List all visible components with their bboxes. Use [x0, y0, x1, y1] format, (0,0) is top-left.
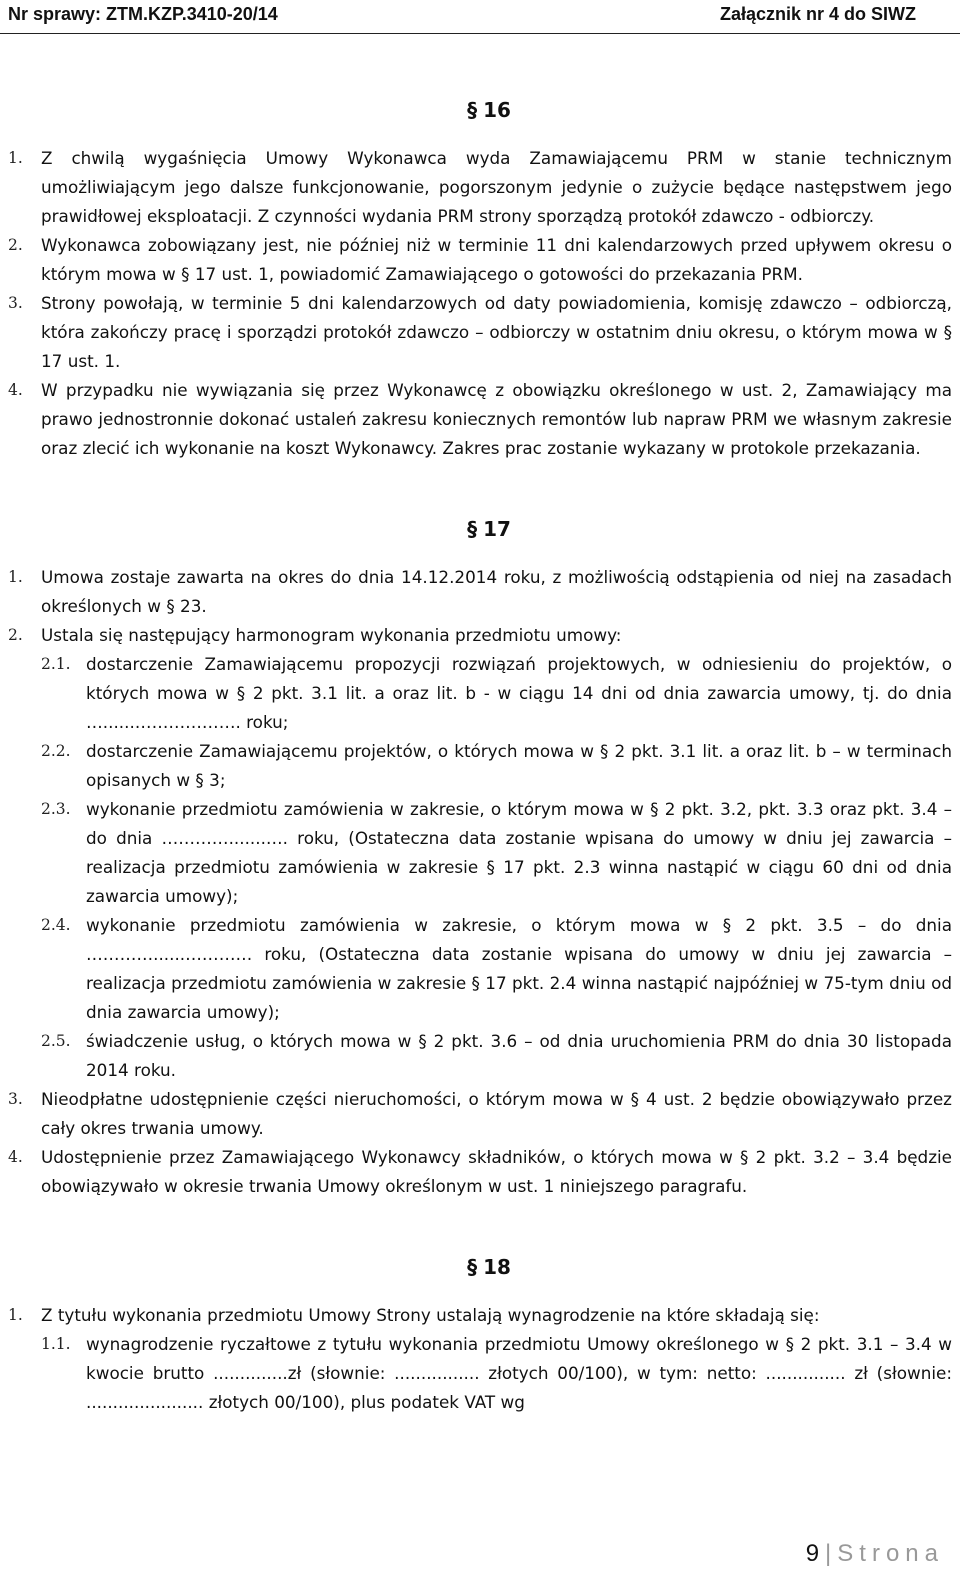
section-title — [26, 1249, 952, 1285]
title-spacer — [8, 1285, 952, 1301]
paragraph — [8, 1143, 952, 1201]
title-spacer — [8, 128, 952, 144]
section-symbol: § — [467, 1255, 478, 1279]
paragraph-number: 2.4. — [41, 916, 71, 934]
paragraph-number: 4. — [8, 381, 23, 399]
paragraph-text: Wykonawca zobowiązany jest, nie później niż w terminie 11 dni kalendarzowych przed upływem okresu o którym mowa w § 17 ust. 1, powiadomić Zamawiającego o gotowości do przekazania PRM. — [41, 235, 952, 284]
attachment-label: Załącznik nr 4 do SIWZ — [719, 4, 916, 24]
page-number — [806, 1540, 944, 1568]
paragraph-number: 1. — [8, 1306, 23, 1324]
paragraph — [8, 563, 952, 621]
paragraph-text: dostarczenie Zamawiającemu projektów, o których mowa w § 2 pkt. 3.1 lit. a oraz lit. b – w terminach opisanych w § 3; — [86, 741, 952, 790]
sub-paragraph — [8, 911, 952, 1027]
paragraph — [8, 1085, 952, 1143]
sub-paragraph — [8, 795, 952, 911]
title-spacer — [8, 547, 952, 563]
section-title — [26, 511, 952, 547]
document-body — [8, 92, 952, 1417]
section-symbol: § — [467, 98, 478, 122]
paragraph-number: 3. — [8, 1090, 23, 1108]
sub-paragraph — [8, 650, 952, 737]
section-number: 18 — [483, 1255, 511, 1279]
page-number-value: 9 — [805, 1540, 820, 1567]
section-number: 17 — [483, 517, 511, 541]
paragraph-number: 1.1. — [41, 1335, 71, 1353]
paragraph-text: świadczenie usług, o których mowa w § 2 pkt. 3.6 – od dnia uruchomienia PRM do dnia 30 listopada 2014 roku. — [86, 1031, 952, 1080]
header-rule — [0, 33, 960, 34]
paragraph-text: Umowa zostaje zawarta na okres do dnia 14.12.2014 roku, z możliwością odstąpienia od niej na zasadach określonych w § 23. — [41, 567, 952, 616]
paragraph-text: Udostępnienie przez Zamawiającego Wykonawcy składników, o których mowa w § 2 pkt. 3.2 – 3.4 będzie obowiązywało w okresie trwania Umowy określonym w ust. 1 niniejszego paragrafu. — [41, 1147, 952, 1196]
paragraph-text: Ustala się następujący harmonogram wykonania przedmiotu umowy: — [41, 625, 622, 645]
paragraph-number: 4. — [8, 1148, 23, 1166]
section-spacer — [8, 1201, 952, 1249]
page-label: Strona — [837, 1540, 944, 1567]
paragraph-number: 2.5. — [41, 1032, 71, 1050]
paragraph — [8, 289, 952, 376]
paragraph-text: Strony powołają, w terminie 5 dni kalendarzowych od daty powiadomienia, komisję zdawczo – odbiorczą, która zakończy pracę i sporządzi protokół zdawczo – odbiorczy w ostatnim dniu okresu, o którym mowa w § 17 ust. 1. — [41, 293, 952, 371]
section-number: 16 — [483, 98, 511, 122]
paragraph-text: wynagrodzenie ryczałtowe z tytułu wykonania przedmiotu Umowy określonego w § 2 pkt. 3.1 – 3.4 w kwocie brutto ..............zł (słownie: ................ złotych 00/100), w tym: netto: ............... zł (słownie: ...................... złotych 00/100), plus podatek VAT wg — [86, 1334, 952, 1412]
paragraph-text: wykonanie przedmiotu zamówienia w zakresie, o którym mowa w § 2 pkt. 3.5 – do dnia …………......………… roku, (Ostateczna data zostanie wpisana do umowy w dniu jej zawarcia – realizacja przedmiotu zamówienia w zakresie § 17 pkt. 2.4 winna nastąpić najpóźniej w 75-tym dniu od dnia zawarcia umowy); — [86, 915, 952, 1022]
paragraph — [8, 621, 952, 650]
paragraph-number: 2.3. — [41, 800, 71, 818]
paragraph-text: Z tytułu wykonania przedmiotu Umowy Strony ustalają wynagrodzenie na które składają się: — [41, 1305, 820, 1325]
paragraph-text: W przypadku nie wywiązania się przez Wykonawcę z obowiązku określonego w ust. 2, Zamawiający ma prawo jednostronnie dokonać ustaleń zakresu koniecznych remontów lub napraw PRM we własnym zakresie oraz zlecić ich wykonanie na koszt Wykonawcy. Zakres prac zostanie wykazany w protokole przekazania. — [41, 380, 952, 458]
paragraph-text: Nieodpłatne udostępnienie części nieruchomości, o którym mowa w § 4 ust. 2 będzie obowiązywało przez cały okres trwania umowy. — [41, 1089, 952, 1138]
paragraph — [8, 231, 952, 289]
sub-paragraph — [8, 1330, 952, 1417]
paragraph-number: 1. — [8, 568, 23, 586]
sub-paragraph — [8, 737, 952, 795]
paragraph-number: 3. — [8, 294, 23, 312]
paragraph-number: 2.1. — [41, 655, 71, 673]
page-header — [0, 0, 960, 34]
paragraph-text: wykonanie przedmiotu zamówienia w zakresie, o którym mowa w § 2 pkt. 3.2, pkt. 3.3 oraz pkt. 3.4 – do dnia ………….......…. roku, (Ostateczna data zostanie wpisana do umowy w dniu jej zawarcia – realizacja przedmiotu zamówienia w zakresie § 17 pkt. 2.3 winna nastąpić w ciągu 60 dni od dnia zawarcia umowy); — [86, 799, 952, 906]
paragraph-number: 2.2. — [41, 742, 71, 760]
paragraph — [8, 376, 952, 463]
paragraph — [8, 1301, 952, 1330]
paragraph-number: 2. — [8, 626, 23, 644]
paragraph-number: 1. — [8, 149, 23, 167]
section-symbol: § — [467, 517, 478, 541]
case-number: Nr sprawy: ZTM.KZP.3410-20/14 — [8, 4, 278, 24]
paragraph-text: Z chwilą wygaśnięcia Umowy Wykonawca wyda Zamawiającemu PRM w stanie technicznym umożliwiającym jego dalsze funkcjonowanie, pogorszonym jedynie o zużycie będące następstwem jego prawidłowej eksploatacji. Z czynności wydania PRM strony sporządzą protokół zdawczo - odbiorczy. — [41, 148, 952, 226]
sub-paragraph — [8, 1027, 952, 1085]
section-title — [26, 92, 952, 128]
paragraph — [8, 144, 952, 231]
paragraph-text: dostarczenie Zamawiającemu propozycji rozwiązań projektowych, w odniesieniu do projektów, o których mowa w § 2 pkt. 3.1 lit. a oraz lit. b - w ciągu 14 dni od dnia zawarcia umowy, tj. do dnia …......………………. roku; — [86, 654, 952, 732]
paragraph-number: 2. — [8, 236, 23, 254]
section-spacer — [8, 463, 952, 511]
page-number-separator: | — [825, 1540, 832, 1567]
